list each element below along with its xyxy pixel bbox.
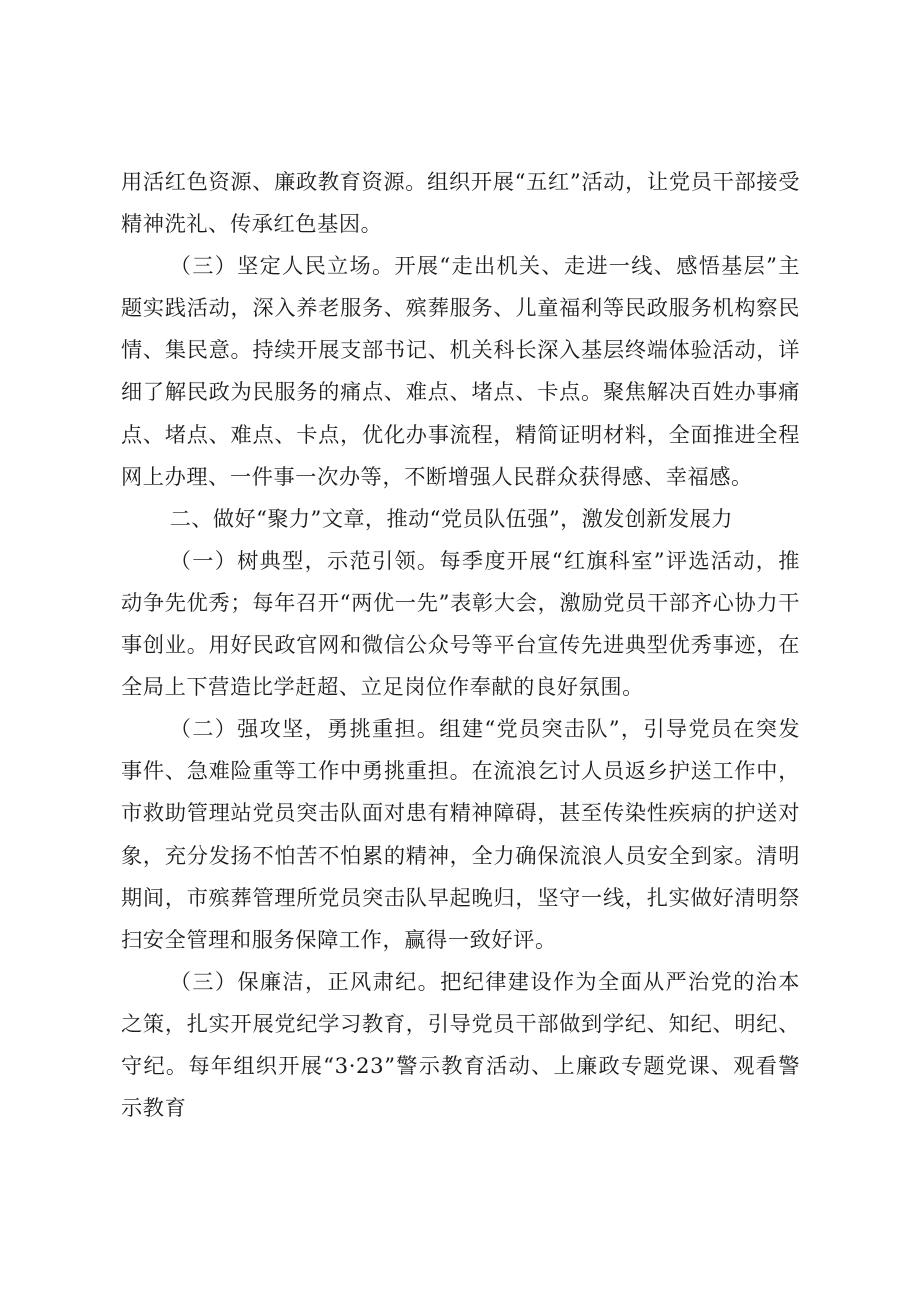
- paragraph-continuation: 用活红色资源、廉政教育资源。组织开展“五红”活动，让党员干部接受精神洗礼、传承红色基因。: [121, 169, 800, 237]
- document-body: [121, 161, 800, 1129]
- paragraph-assault-team: （二）强攻坚，勇挑重担。组建“党员突击队”，引导党员在突发事件、急难险重等工作中勇挑重担。在流浪乞讨人员返乡护送工作中，市救助管理站党员突击队面对患有精神障碍，甚至传染性疾病的护送对象，充分发扬不怕苦不怕累的精神，全力确保流浪人员安全到家。清明期间，市殡葬管理所党员突击队早起晚归，坚守一线，扎实做好清明祭扫安全管理和服务保障工作，赢得一致好评。: [121, 716, 800, 952]
- paragraph-people-stance: （三）坚定人民立场。开展“走出机关、走进一线、感悟基层”主题实践活动，深入养老服务、殡葬服务、儿童福利等民政服务机构察民情、集民意。持续开展支部书记、机关科长深入基层终端体验活动，详细了解民政为民服务的痛点、难点、堵点、卡点。聚焦解决百姓办事痛点、堵点、难点、卡点，优化办事流程，精简证明材料，全面推进全程网上办理、一件事一次办等，不断增强人民群众获得感、幸福感。: [121, 253, 800, 489]
- section-heading-2: 二、做好“聚力”文章，推动“党员队伍强”，激发创新发展力: [169, 505, 733, 531]
- paragraph-exemplary-models: （一）树典型，示范引领。每季度开展“红旗科室”评选活动，推动争先优秀；每年召开“两优一先”表彰大会，激励党员干部齐心协力干事创业。用好民政官网和微信公众号等平台宣传先进典型优秀事迹，在全局上下营造比学赶超、立足岗位作奉献的良好氛围。: [121, 547, 800, 700]
- paragraph-integrity: （三）保廉洁，正风肃纪。把纪律建设作为全面从严治党的治本之策，扎实开展党纪学习教育，引导党员干部做到学纪、知纪、明纪、守纪。每年组织开展“3·23”警示教育活动、上廉政专题党课、观看警示教育: [121, 968, 800, 1121]
